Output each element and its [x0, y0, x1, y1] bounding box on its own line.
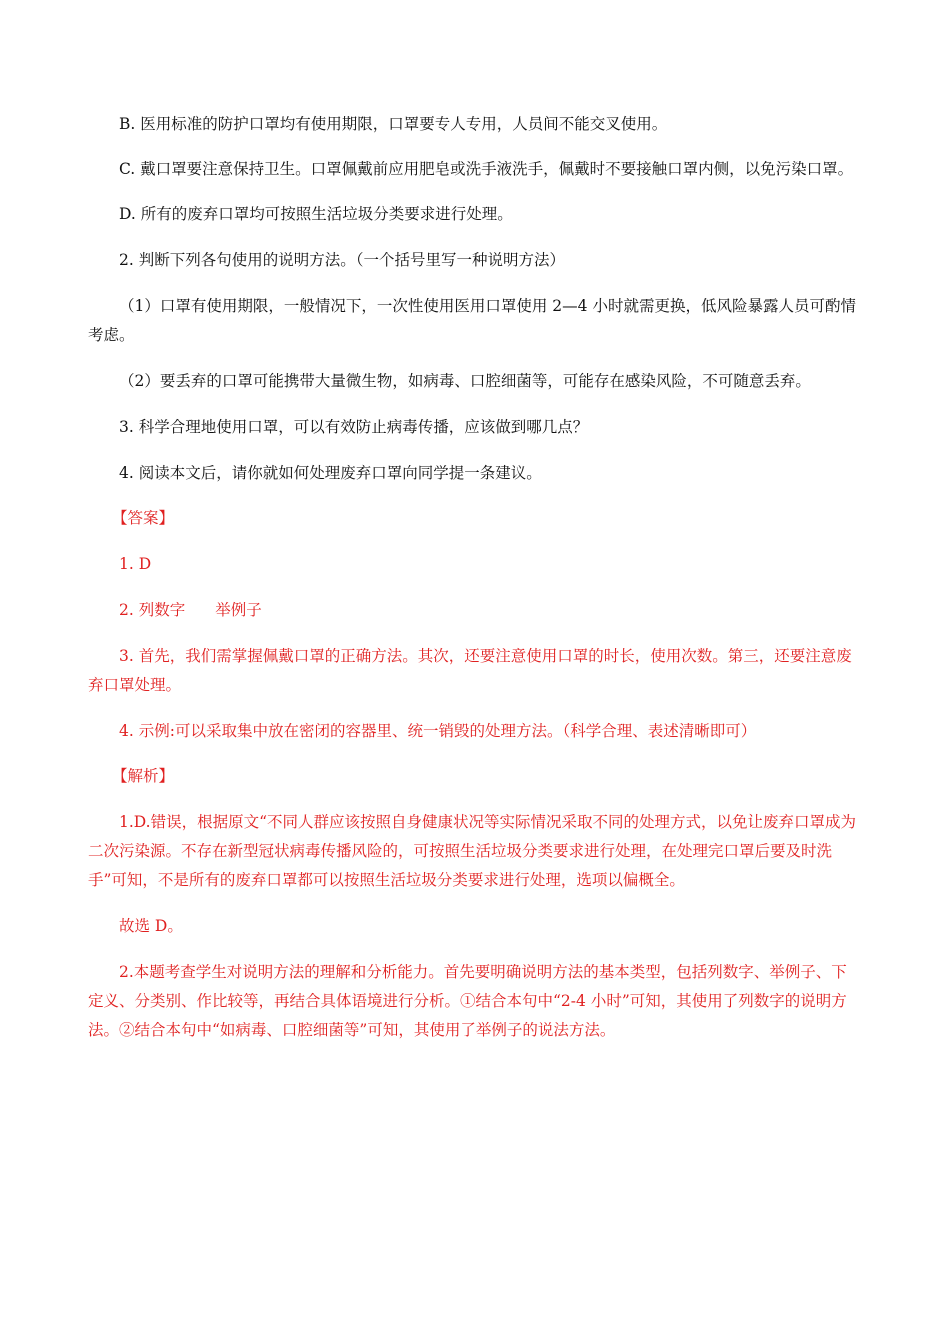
- answer-2-method-2: 举例子: [215, 601, 262, 619]
- question-2-2: （2）要丢弃的口罩可能携带大量微生物，如病毒、口腔细菌等，可能存在感染风险，不可随意丢弃。: [119, 372, 811, 390]
- answer-1: 1. D: [119, 555, 152, 573]
- answer-4: 4. 示例:可以采取集中放在密闭的容器里、统一销毁的处理方法。（科学合理、表述清晰即可）: [119, 722, 757, 740]
- question-3: 3. 科学合理地使用口罩，可以有效防止病毒传播，应该做到哪几点？: [119, 418, 589, 436]
- answer-3: 3. 首先，我们需掌握佩戴口罩的正确方法。其次，还要注意使用口罩的时长，使用次数。第三，还要注意废弃口罩处理。: [88, 647, 852, 694]
- question-4: 4. 阅读本文后，请你就如何处理废弃口罩向同学提一条建议。: [119, 464, 542, 482]
- analysis-heading: 【解析】: [112, 767, 175, 785]
- document-page: [88, 110, 858, 1045]
- answer-2: [88, 596, 858, 625]
- analysis-1: 1.D.错误，根据原文“不同人群应该按照自身健康状况等实际情况采取不同的处理方式，以免让废弃口罩成为二次污染源。不存在新型冠状病毒传播风险的，可按照生活垃圾分类要求进行处理，在处理完口罩后要及时洗手”可知，不是所有的废弃口罩都可以按照生活垃圾分类要求进行处理，选项以偏概全。: [88, 813, 857, 889]
- question-2-1: （1）口罩有使用期限，一般情况下，一次性使用医用口罩使用 2—4 小时就需更换，低风险暴露人员可酌情考虑。: [88, 297, 856, 344]
- answer-heading: 【答案】: [112, 509, 175, 527]
- option-b: B. 医用标准的防护口罩均有使用期限，口罩要专人专用，人员间不能交叉使用。: [119, 115, 668, 133]
- option-d: D. 所有的废弃口罩均可按照生活垃圾分类要求进行处理。: [119, 205, 513, 223]
- question-2: 2. 判断下列各句使用的说明方法。（一个括号里写一种说明方法）: [119, 251, 565, 269]
- answer-2-method-1: 2. 列数字: [119, 601, 186, 619]
- analysis-conclusion: 故选 D。: [119, 917, 183, 935]
- option-c: C. 戴口罩要注意保持卫生。口罩佩戴前应用肥皂或洗手液洗手，佩戴时不要接触口罩内侧，以免污染口罩。: [119, 160, 854, 178]
- analysis-2: 2.本题考查学生对说明方法的理解和分析能力。首先要明确说明方法的基本类型，包括列数字、举例子、下定义、分类别、作比较等，再结合具体语境进行分析。①结合本句中“2-4 小时”可知，其使用了列数字的说明方法。②结合本句中“如病毒、口腔细菌等”可知，其使用了举例子的说法方法。: [88, 963, 847, 1039]
